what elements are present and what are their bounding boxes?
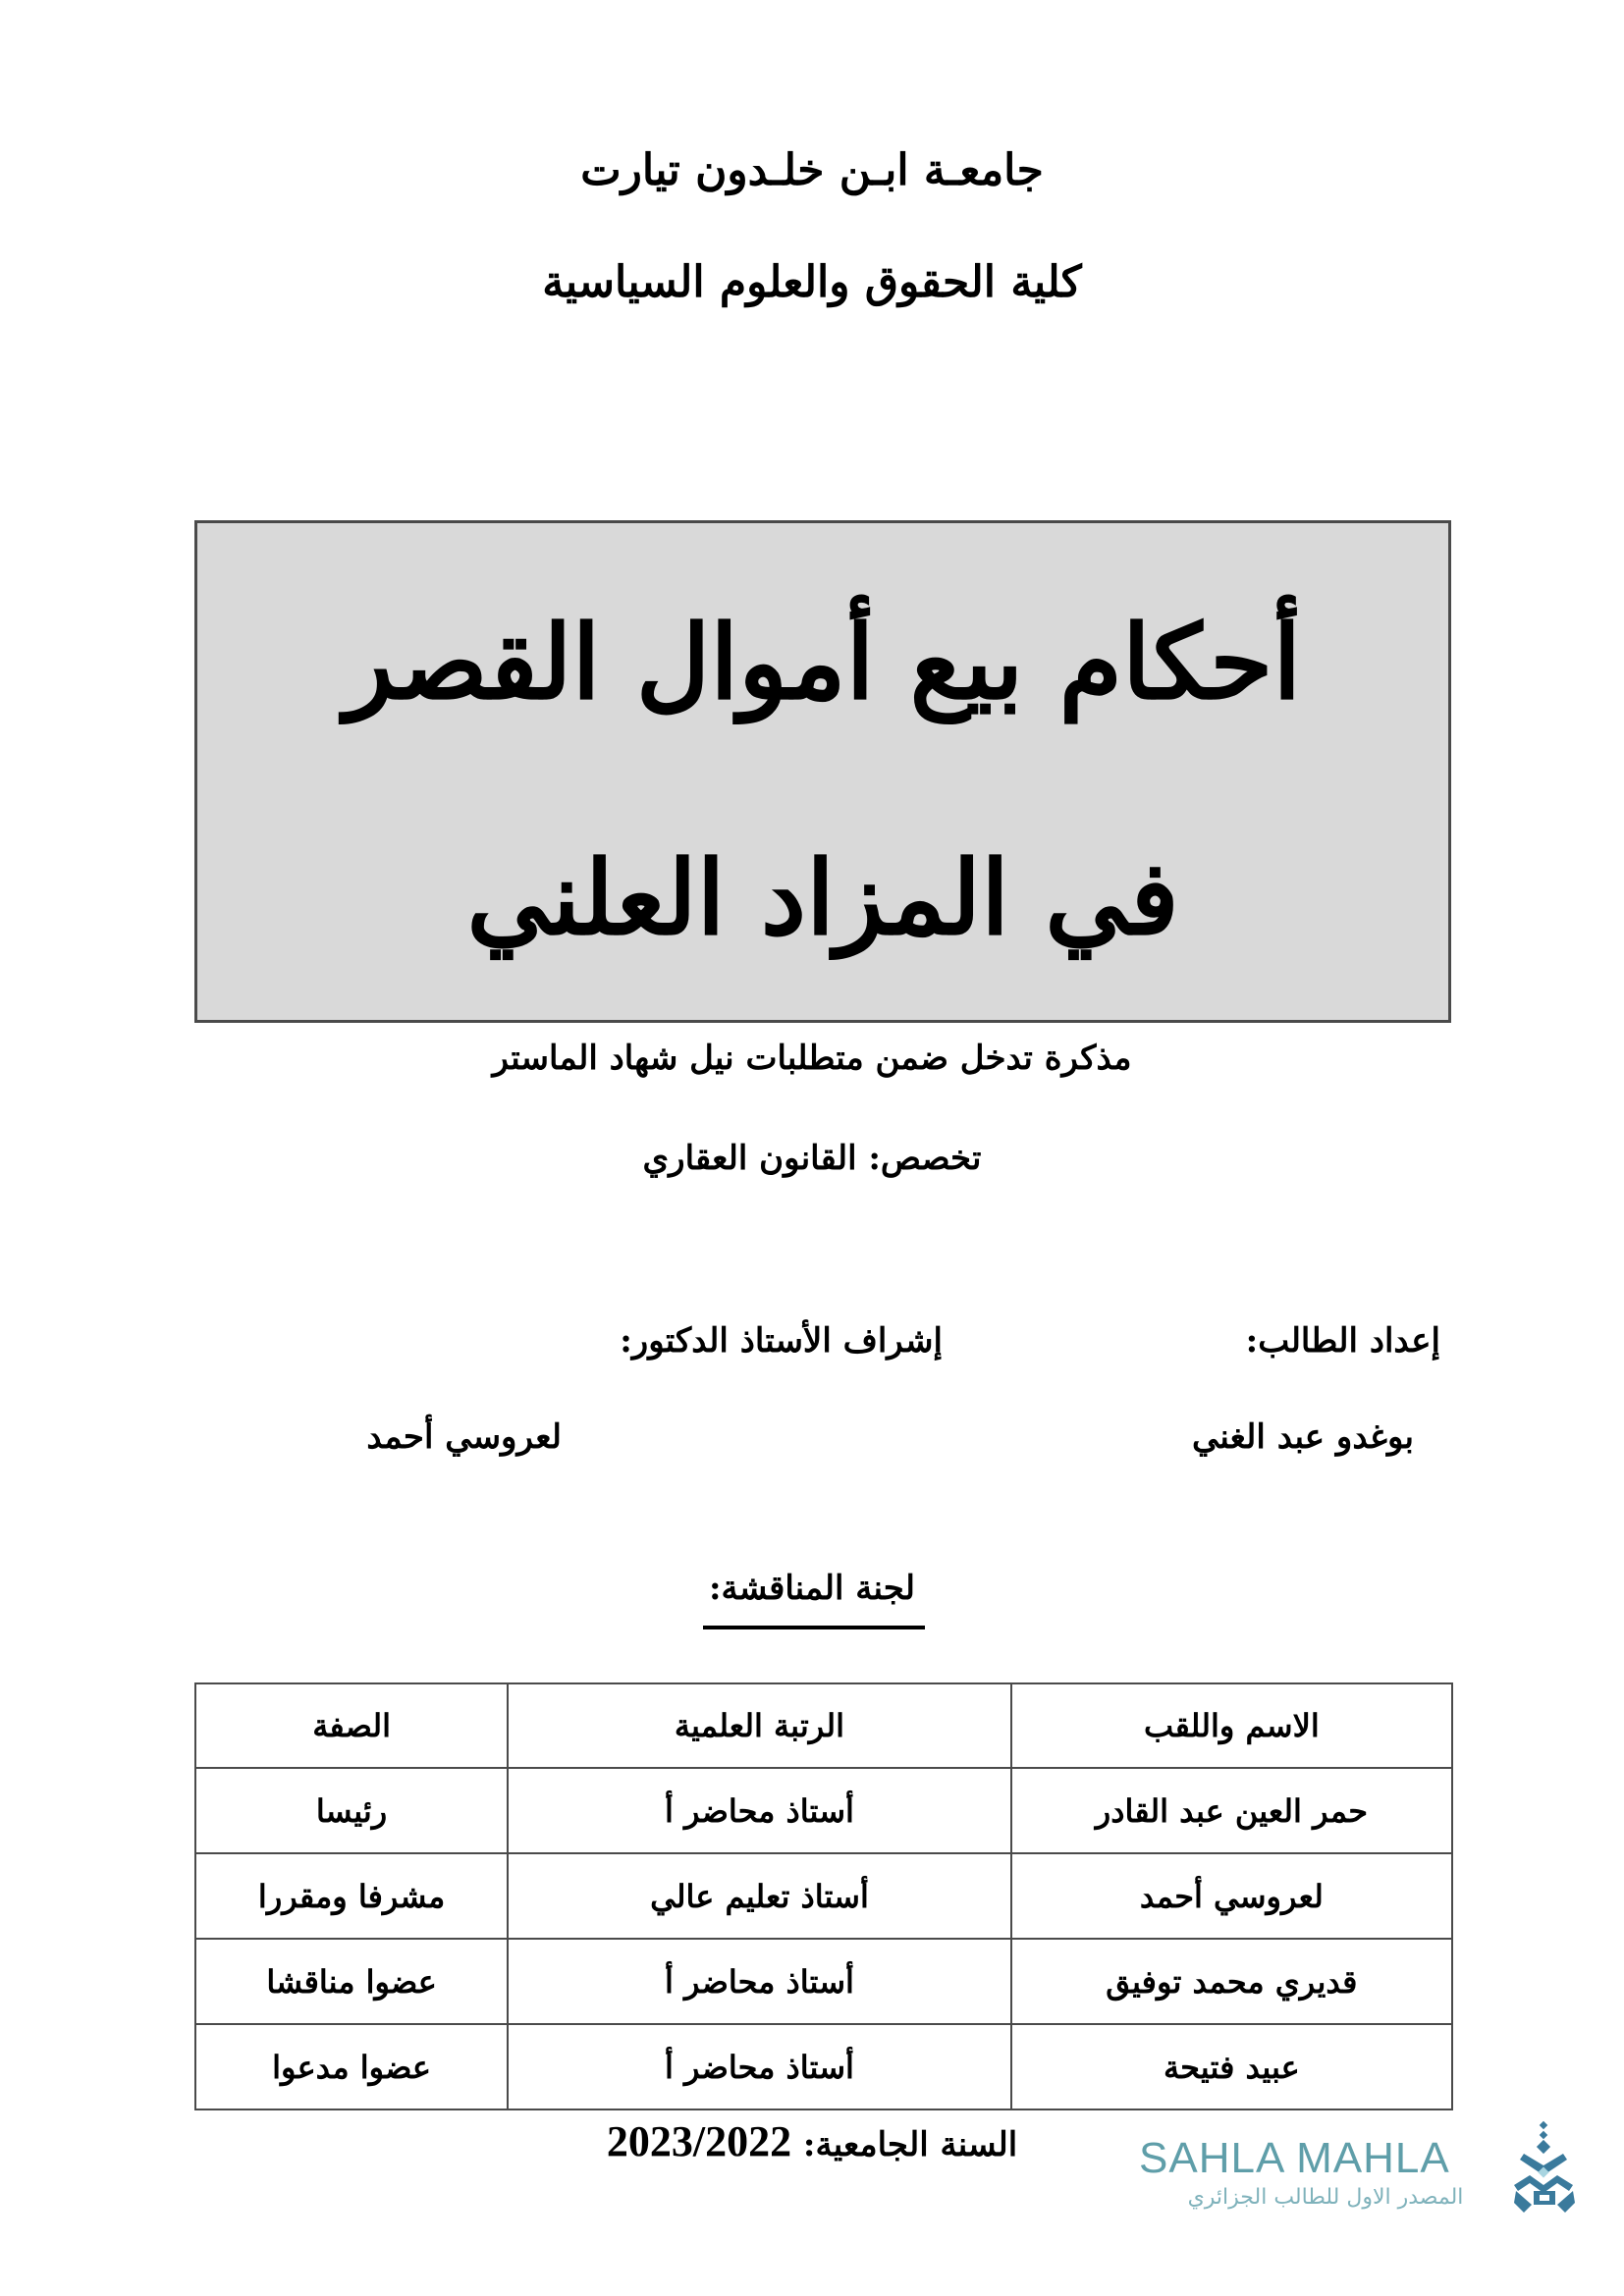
table-header-row xyxy=(195,1683,1452,1768)
university-name: جامعـة ابـن خلـدون تيارت xyxy=(580,145,1044,195)
academic-year-label: السنة الجامعية: xyxy=(802,2125,1018,2164)
member-role: مشرفا ومقررا xyxy=(195,1853,508,1939)
table-row xyxy=(195,1768,1452,1853)
table-row xyxy=(195,2024,1452,2109)
supervisor-name: لعروسي أحمد xyxy=(366,1417,562,1457)
memo-description: مذكرة تدخل ضمن متطلبات نيل شهاد الماستر xyxy=(492,1039,1132,1078)
sahla-mahla-logo-icon xyxy=(1510,2120,1579,2223)
committee-heading-underline xyxy=(703,1626,925,1629)
watermark-tagline: المصدر الاول للطالب الجزائري xyxy=(1187,2185,1464,2210)
member-role: عضوا مناقشا xyxy=(195,1939,508,2024)
committee-heading: لجنة المناقشة: xyxy=(708,1569,916,1608)
member-rank: أستاذ محاضر أ xyxy=(508,2024,1011,2109)
column-header-name: الاسم واللقب xyxy=(1011,1683,1452,1768)
table-row xyxy=(195,1939,1452,2024)
watermark-brand: SAHLA MAHLA xyxy=(1139,2134,1450,2182)
thesis-title-line-1: أحكام بيع أموال القصر xyxy=(344,602,1302,722)
faculty-name: كلية الحقوق والعلوم السياسية xyxy=(542,257,1082,307)
member-rank: أستاذ محاضر أ xyxy=(508,1939,1011,2024)
sahla-mahla-watermark xyxy=(1139,2120,1571,2233)
member-role: رئيسا xyxy=(195,1768,508,1853)
member-rank: أستاذ تعليم عالي xyxy=(508,1853,1011,1939)
thesis-title-box xyxy=(194,520,1451,1023)
student-name: بوغدو عبد الغني xyxy=(1192,1417,1414,1457)
member-name: حمر العين عبد القادر xyxy=(1011,1768,1452,1853)
supervisor-label: إشراف الأستاذ الدكتور: xyxy=(620,1321,943,1361)
academic-year-value: 2023/2022 xyxy=(606,2117,792,2165)
table-row xyxy=(195,1853,1452,1939)
member-role: عضوا مدعوا xyxy=(195,2024,508,2109)
member-name: لعروسي أحمد xyxy=(1011,1853,1452,1939)
thesis-title-line-2: في المزاد العلني xyxy=(466,837,1179,958)
column-header-role: الصفة xyxy=(195,1683,508,1768)
student-label: إعداد الطالب: xyxy=(1245,1321,1440,1361)
committee-table xyxy=(194,1682,1453,2110)
column-header-rank: الرتبة العلمية xyxy=(508,1683,1011,1768)
member-name: عبيد فتيحة xyxy=(1011,2024,1452,2109)
member-name: قديري محمد توفيق xyxy=(1011,1939,1452,2024)
specialization: تخصص: القانون العقاري xyxy=(642,1139,982,1178)
member-rank: أستاذ محاضر أ xyxy=(508,1768,1011,1853)
